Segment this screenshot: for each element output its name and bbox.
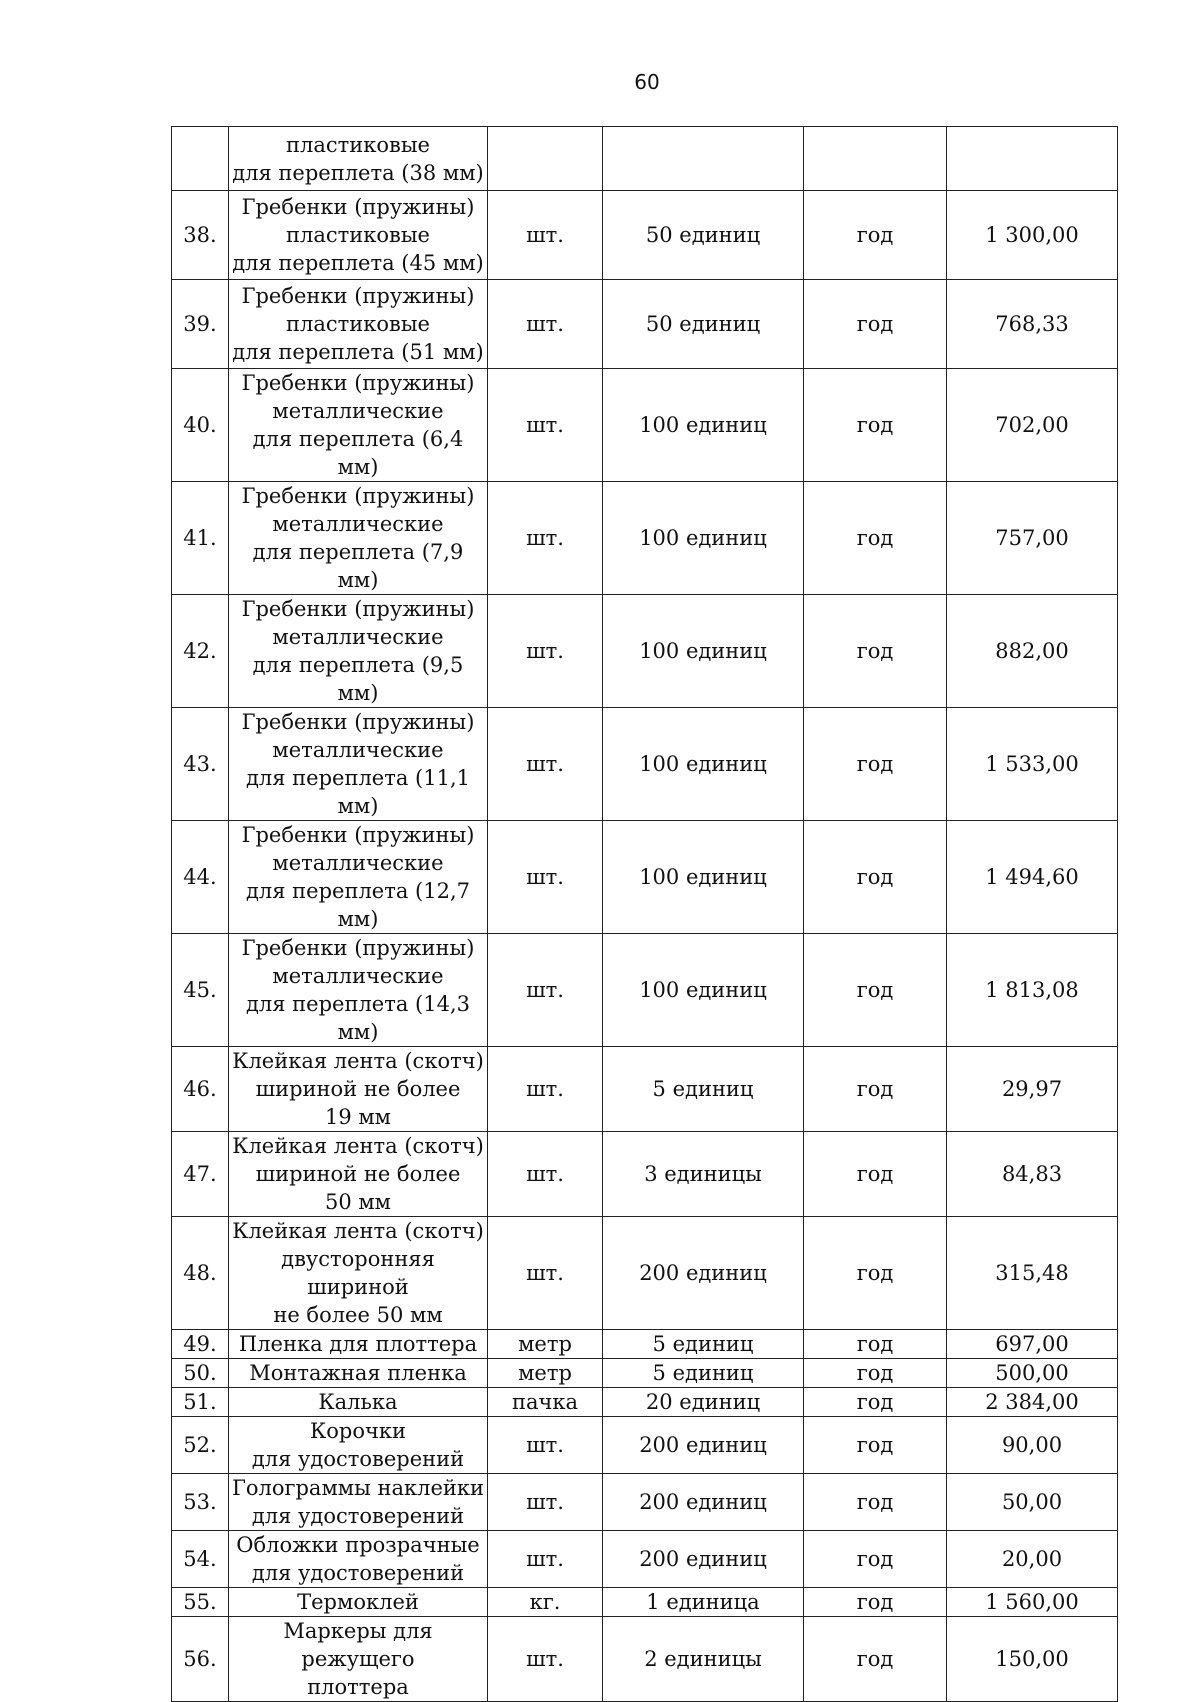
unit-cell: пачка bbox=[488, 1388, 603, 1417]
item-name-cell: Гребенки (пружины) металлические для переплета (11,1 мм) bbox=[229, 708, 488, 821]
period-cell: год bbox=[804, 369, 947, 482]
table-row bbox=[172, 482, 1118, 595]
period-cell: год bbox=[804, 482, 947, 595]
unit-cell: шт. bbox=[488, 191, 603, 280]
price-cell: 1 560,00 bbox=[947, 1588, 1118, 1617]
quantity-cell: 100 единиц bbox=[603, 595, 804, 708]
item-name-cell: Клейкая лента (скотч) двусторонняя шириной не более 50 мм bbox=[229, 1217, 488, 1330]
row-number-cell: 51. bbox=[172, 1388, 229, 1417]
unit-cell: шт. bbox=[488, 1617, 603, 1702]
period-cell: год bbox=[804, 1588, 947, 1617]
table-row bbox=[172, 369, 1118, 482]
row-number-cell: 56. bbox=[172, 1617, 229, 1702]
row-number-cell: 43. bbox=[172, 708, 229, 821]
item-name-cell: Гребенки (пружины) пластиковые для переплета (51 мм) bbox=[229, 280, 488, 369]
price-cell: 29,97 bbox=[947, 1047, 1118, 1132]
period-cell: год bbox=[804, 280, 947, 369]
period-cell: год bbox=[804, 1617, 947, 1702]
unit-cell: шт. bbox=[488, 280, 603, 369]
table-row bbox=[172, 191, 1118, 280]
unit-cell: шт. bbox=[488, 595, 603, 708]
item-name-cell: Клейкая лента (скотч) шириной не более 19 мм bbox=[229, 1047, 488, 1132]
price-cell: 1 533,00 bbox=[947, 708, 1118, 821]
price-cell: 1 300,00 bbox=[947, 191, 1118, 280]
table-row bbox=[172, 821, 1118, 934]
row-number-cell: 52. bbox=[172, 1417, 229, 1474]
quantity-cell: 200 единиц bbox=[603, 1474, 804, 1531]
quantity-cell: 100 единиц bbox=[603, 708, 804, 821]
period-cell: год bbox=[804, 1217, 947, 1330]
unit-cell: метр bbox=[488, 1330, 603, 1359]
table-row bbox=[172, 1330, 1118, 1359]
row-number-cell: 40. bbox=[172, 369, 229, 482]
unit-cell: шт. bbox=[488, 1217, 603, 1330]
unit-cell: шт. bbox=[488, 369, 603, 482]
table-row bbox=[172, 934, 1118, 1047]
row-number-cell: 47. bbox=[172, 1132, 229, 1217]
table-row bbox=[172, 1132, 1118, 1217]
quantity-cell: 2 единицы bbox=[603, 1617, 804, 1702]
unit-cell: шт. bbox=[488, 821, 603, 934]
table-row bbox=[172, 1047, 1118, 1132]
price-cell: 315,48 bbox=[947, 1217, 1118, 1330]
row-number-cell bbox=[172, 127, 229, 191]
unit-cell: кг. bbox=[488, 1588, 603, 1617]
price-cell: 84,83 bbox=[947, 1132, 1118, 1217]
table-row bbox=[172, 1359, 1118, 1388]
table-row bbox=[172, 708, 1118, 821]
period-cell: год bbox=[804, 1047, 947, 1132]
quantity-cell: 200 единиц bbox=[603, 1417, 804, 1474]
row-number-cell: 39. bbox=[172, 280, 229, 369]
item-name-cell: Обложки прозрачные для удостоверений bbox=[229, 1531, 488, 1588]
table-row bbox=[172, 1617, 1118, 1702]
unit-cell: шт. bbox=[488, 482, 603, 595]
period-cell: год bbox=[804, 934, 947, 1047]
price-cell: 1 494,60 bbox=[947, 821, 1118, 934]
items-table-body bbox=[172, 127, 1118, 1702]
item-name-cell: Голограммы наклейки для удостоверений bbox=[229, 1474, 488, 1531]
items-table bbox=[171, 126, 1118, 1702]
quantity-cell: 1 единица bbox=[603, 1588, 804, 1617]
quantity-cell: 50 единиц bbox=[603, 280, 804, 369]
period-cell: год bbox=[804, 595, 947, 708]
price-cell: 500,00 bbox=[947, 1359, 1118, 1388]
item-name-cell: Калька bbox=[229, 1388, 488, 1417]
quantity-cell: 5 единиц bbox=[603, 1047, 804, 1132]
price-cell bbox=[947, 127, 1118, 191]
row-number-cell: 48. bbox=[172, 1217, 229, 1330]
period-cell: год bbox=[804, 821, 947, 934]
quantity-cell: 100 единиц bbox=[603, 821, 804, 934]
quantity-cell: 3 единицы bbox=[603, 1132, 804, 1217]
unit-cell: шт. bbox=[488, 934, 603, 1047]
item-name-cell: Маркеры для режущего плоттера bbox=[229, 1617, 488, 1702]
price-cell: 697,00 bbox=[947, 1330, 1118, 1359]
item-name-cell: Гребенки (пружины) металлические для переплета (14,3 мм) bbox=[229, 934, 488, 1047]
row-number-cell: 44. bbox=[172, 821, 229, 934]
quantity-cell: 200 единиц bbox=[603, 1217, 804, 1330]
period-cell: год bbox=[804, 1388, 947, 1417]
row-number-cell: 45. bbox=[172, 934, 229, 1047]
row-number-cell: 54. bbox=[172, 1531, 229, 1588]
unit-cell: метр bbox=[488, 1359, 603, 1388]
unit-cell bbox=[488, 127, 603, 191]
period-cell: год bbox=[804, 1132, 947, 1217]
quantity-cell: 20 единиц bbox=[603, 1388, 804, 1417]
page-number: 60 bbox=[634, 70, 660, 94]
unit-cell: шт. bbox=[488, 1474, 603, 1531]
period-cell: год bbox=[804, 708, 947, 821]
quantity-cell: 50 единиц bbox=[603, 191, 804, 280]
price-cell: 20,00 bbox=[947, 1531, 1118, 1588]
row-number-cell: 38. bbox=[172, 191, 229, 280]
unit-cell: шт. bbox=[488, 1132, 603, 1217]
item-name-cell: Термоклей bbox=[229, 1588, 488, 1617]
item-name-cell: Гребенки (пружины) металлические для переплета (6,4 мм) bbox=[229, 369, 488, 482]
item-name-cell: Клейкая лента (скотч) шириной не более 50 мм bbox=[229, 1132, 488, 1217]
quantity-cell bbox=[603, 127, 804, 191]
quantity-cell: 100 единиц bbox=[603, 934, 804, 1047]
quantity-cell: 100 единиц bbox=[603, 482, 804, 595]
table-row bbox=[172, 1474, 1118, 1531]
table-row bbox=[172, 280, 1118, 369]
unit-cell: шт. bbox=[488, 1531, 603, 1588]
period-cell: год bbox=[804, 1531, 947, 1588]
table-row bbox=[172, 595, 1118, 708]
price-cell: 757,00 bbox=[947, 482, 1118, 595]
table-row bbox=[172, 127, 1118, 191]
unit-cell: шт. bbox=[488, 1417, 603, 1474]
item-name-cell: Гребенки (пружины) металлические для переплета (9,5 мм) bbox=[229, 595, 488, 708]
item-name-cell: пластиковые для переплета (38 мм) bbox=[229, 127, 488, 191]
row-number-cell: 53. bbox=[172, 1474, 229, 1531]
quantity-cell: 200 единиц bbox=[603, 1531, 804, 1588]
quantity-cell: 5 единиц bbox=[603, 1359, 804, 1388]
item-name-cell: Пленка для плоттера bbox=[229, 1330, 488, 1359]
row-number-cell: 49. bbox=[172, 1330, 229, 1359]
price-cell: 1 813,08 bbox=[947, 934, 1118, 1047]
item-name-cell: Гребенки (пружины) металлические для переплета (12,7 мм) bbox=[229, 821, 488, 934]
period-cell: год bbox=[804, 191, 947, 280]
row-number-cell: 41. bbox=[172, 482, 229, 595]
period-cell: год bbox=[804, 1359, 947, 1388]
unit-cell: шт. bbox=[488, 1047, 603, 1132]
item-name-cell: Гребенки (пружины) металлические для переплета (7,9 мм) bbox=[229, 482, 488, 595]
price-cell: 2 384,00 bbox=[947, 1388, 1118, 1417]
table-row bbox=[172, 1217, 1118, 1330]
unit-cell: шт. bbox=[488, 708, 603, 821]
price-cell: 768,33 bbox=[947, 280, 1118, 369]
quantity-cell: 100 единиц bbox=[603, 369, 804, 482]
table-row bbox=[172, 1388, 1118, 1417]
item-name-cell: Монтажная пленка bbox=[229, 1359, 488, 1388]
price-cell: 90,00 bbox=[947, 1417, 1118, 1474]
quantity-cell: 5 единиц bbox=[603, 1330, 804, 1359]
period-cell: год bbox=[804, 1417, 947, 1474]
period-cell bbox=[804, 127, 947, 191]
table-row bbox=[172, 1417, 1118, 1474]
period-cell: год bbox=[804, 1330, 947, 1359]
item-name-cell: Гребенки (пружины) пластиковые для переплета (45 мм) bbox=[229, 191, 488, 280]
row-number-cell: 50. bbox=[172, 1359, 229, 1388]
table-row bbox=[172, 1588, 1118, 1617]
period-cell: год bbox=[804, 1474, 947, 1531]
row-number-cell: 55. bbox=[172, 1588, 229, 1617]
row-number-cell: 46. bbox=[172, 1047, 229, 1132]
price-cell: 50,00 bbox=[947, 1474, 1118, 1531]
price-cell: 882,00 bbox=[947, 595, 1118, 708]
price-cell: 150,00 bbox=[947, 1617, 1118, 1702]
row-number-cell: 42. bbox=[172, 595, 229, 708]
item-name-cell: Корочки для удостоверений bbox=[229, 1417, 488, 1474]
price-cell: 702,00 bbox=[947, 369, 1118, 482]
table-row bbox=[172, 1531, 1118, 1588]
